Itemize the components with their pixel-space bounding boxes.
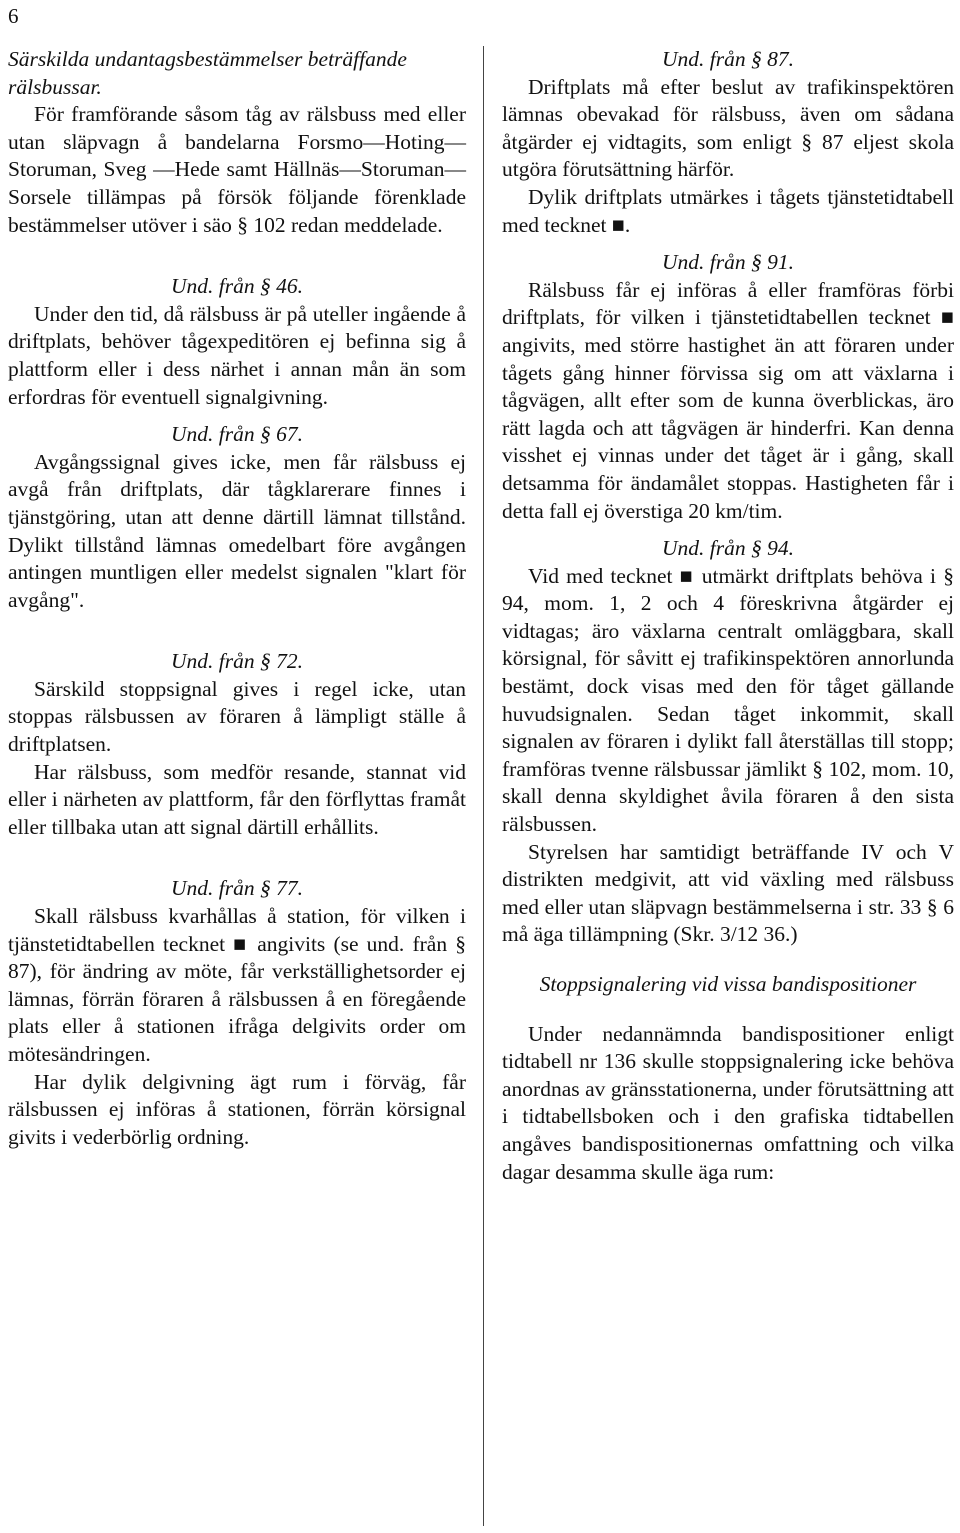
heading-s46: Und. från § 46.: [171, 274, 303, 299]
right-column: [502, 46, 954, 1186]
column-divider: [483, 46, 484, 1526]
paragraph-s72-2: Har rälsbuss, som medför resande, stannat vid eller i närheten av plattform, får den förflyttas framåt eller tillbaka utan att signal därtill erhållits.: [8, 759, 466, 839]
section-title: Särskilda undantagsbestämmelser beträffande rälsbussar.: [8, 47, 407, 99]
paragraph-s94-2: Styrelsen har samtidigt beträffande IV och V distrikten medgivit, att vid växling med rälsbuss med eller utan släpvagn bestämmelserna i str. 33 § 6 må äga tillämpning (Skr. 3/12 36.): [502, 839, 954, 947]
paragraph-s77-2: Har dylik delgivning ägt rum i förväg, får rälsbussen ej införas å stationen, förrän körsignal givits i vederbörlig ordning.: [8, 1069, 466, 1149]
heading-s91: Und. från § 91.: [662, 250, 794, 275]
paragraph-s77-1: Skall rälsbuss kvarhållas å station, för vilken i tjänstetidtabellen tecknet ■ angivits (se und. från § 87), för ändring av möte, får verkställighetsorder ej lämnas, förrän föraren å rälsbussen å en föregående plats eller å stationen ifråga delgivits order om mötesändringen.: [8, 904, 466, 1066]
paragraph-s87-2: Dylik driftplats utmärkes i tågets tjänstetidtabell med tecknet ■.: [502, 184, 954, 237]
heading-s67: Und. från § 67.: [171, 422, 303, 447]
paragraph-s72-1: Särskild stoppsignal gives i regel icke, utan stoppas rälsbussen av föraren å lämpligt ställe å driftplatsen.: [8, 676, 466, 757]
paragraph-s94-1: Vid med tecknet ■ utmärkt driftplats behöva i § 94, mom. 1, 2 och 4 föreskrivna åtgärder ej vidtagas; äro växlarna centralt omläggbara, skall körsignal, för såvitt ej trafikinspektören annorlunda bestämt, dock visas med den för tåget gällande huvudsignalen. Sedan tåget inkommit, skall signalen av föraren i dylikt fall återställas till stopp; framföras tvenne rälsbussar jämlikt § 102, mom. 10, skall denna skyldighet åvila föraren å den sista rälsbussen.: [502, 563, 954, 837]
paragraph-s87-1: Driftplats må efter beslut av trafikinspektören lämnas obevakad för rälsbuss, även om sådana åtgärder ej vidtagits, som enligt § 87 eljest skola utgöra förutsättning härför.: [502, 74, 954, 182]
paragraph-stop-signalling: Under nedannämnda bandispositioner enligt tidtabell nr 136 skulle stoppsignalering icke behöva anordnas av gränsstationerna, under förutsättning att i tidtabellsboken och i den grafiska tidtabellen angåves bandispositionernas omfattning och vilka dagar desamma skulle äga rum:: [502, 1021, 954, 1184]
paragraph-s46: Under den tid, då rälsbuss är på uteller ingående å driftplats, behöver tågexpeditören ej befinna sig å plattform eller i dess närhet i annan mån än som erfordras för eventuell signalgivning.: [8, 301, 466, 409]
heading-s87: Und. från § 87.: [662, 47, 794, 71]
section-title-stop-signalling: Stoppsignalering vid vissa bandispositioner: [539, 972, 917, 996]
page-number: 6: [8, 4, 19, 28]
heading-s72: Und. från § 72.: [171, 649, 303, 674]
paragraph-s67: Avgångssignal gives icke, men får rälsbuss ej avgå från driftplats, där tågklarerare finnes i tjänstgöring, utan att denne därtill lämnat tillstånd. Dylikt tillstånd lämnas omedelbart före avgången antingen muntligen eller medelst signalen "klart för avgång".: [8, 449, 466, 612]
heading-s94: Und. från § 94.: [662, 536, 794, 561]
heading-s77: Und. från § 77.: [171, 876, 303, 901]
paragraph-s91: Rälsbuss får ej införas å eller framföras förbi driftplats, för vilken i tjänstetidtabellen tecknet ■ angivits, med större hastighet än att föraren under tågets gång hinner förvissa sig om att växlarna i tågvägen, allt efter som de kunna överblickas, äro rätt lagda och att tågvägen är hinderfri. Kan denna visshet ej vinnas under det tåget är i gång, skall detsamma för ändamålet stoppas. Hastigheten får i detta fall ej överstiga 20 km/tim.: [502, 277, 954, 523]
intro-paragraph: För framförande såsom tåg av rälsbuss med eller utan släpvagn å bandelarna Forsmo—Hoting—Storuman, Sveg —Hede samt Hällnäs—Storuman—Sorsele tillämpas på försök följande förenklade bestämmelser utöver i säo § 102 redan meddelade.: [8, 102, 466, 237]
left-column: [8, 46, 466, 1151]
